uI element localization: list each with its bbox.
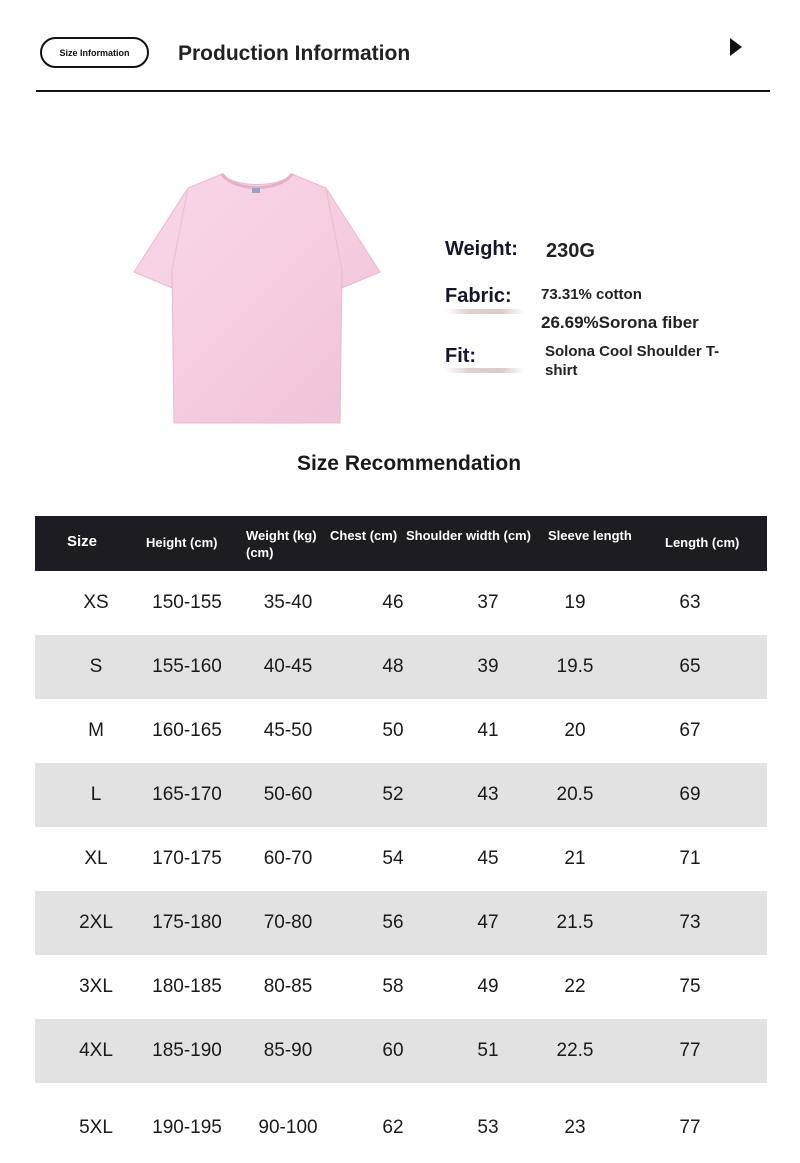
table-row	[35, 763, 767, 827]
weight-value: 230G	[546, 240, 595, 262]
fit-line2: shirt	[545, 362, 578, 379]
cell-weight: 90-100	[258, 1117, 318, 1138]
cell-size: XL	[84, 848, 108, 869]
cell-chest: 56	[382, 912, 404, 933]
table-row	[35, 635, 767, 699]
header-weight: Weight (kg)	[246, 528, 317, 543]
cell-height: 150-155	[152, 592, 222, 613]
cell-size: S	[89, 656, 103, 677]
header-size: Size	[67, 533, 98, 550]
cell-weight: 80-85	[263, 976, 313, 997]
cell-length: 77	[679, 1040, 701, 1061]
cell-size: 3XL	[79, 976, 113, 997]
header-divider	[36, 90, 770, 92]
cell-weight: 50-60	[263, 784, 313, 805]
fabric-cotton: 73.31% cotton	[541, 286, 642, 303]
table-row	[35, 827, 767, 891]
cell-sleeve: 20.5	[556, 784, 594, 805]
cell-sleeve: 21	[564, 848, 586, 869]
cell-chest: 62	[382, 1117, 404, 1138]
cell-weight: 60-70	[263, 848, 313, 869]
size-table	[35, 516, 767, 1163]
cell-chest: 52	[382, 784, 404, 805]
cell-length: 73	[679, 912, 701, 933]
t-shirt-icon	[130, 170, 384, 426]
cell-weight: 70-80	[263, 912, 313, 933]
cell-height: 165-170	[152, 784, 222, 805]
cell-shoulder: 49	[477, 976, 499, 997]
weight-label: Weight:	[445, 238, 518, 260]
cell-shoulder: 53	[477, 1117, 499, 1138]
cell-size: 4XL	[79, 1040, 113, 1061]
header-sleeve: Sleeve length	[548, 528, 632, 543]
cell-shoulder: 45	[477, 848, 499, 869]
cell-length: 75	[679, 976, 701, 997]
cell-sleeve: 19.5	[556, 656, 594, 677]
cell-sleeve: 22	[564, 976, 586, 997]
cell-length: 77	[679, 1117, 701, 1138]
cell-chest: 46	[382, 592, 404, 613]
cell-chest: 60	[382, 1040, 404, 1061]
cell-chest: 58	[382, 976, 404, 997]
cell-length: 71	[679, 848, 701, 869]
size-recommendation-title: Size Recommendation	[296, 452, 522, 475]
cell-shoulder: 51	[477, 1040, 499, 1061]
table-row	[35, 1083, 767, 1163]
page-title: Production Information	[178, 42, 411, 65]
cell-chest: 48	[382, 656, 404, 677]
cell-height: 155-160	[152, 656, 222, 677]
table-row	[35, 1019, 767, 1083]
cell-length: 63	[679, 592, 701, 613]
cell-shoulder: 39	[477, 656, 499, 677]
header-weight-unit: (cm)	[246, 545, 274, 560]
cell-size: L	[90, 784, 102, 805]
cell-height: 160-165	[152, 720, 222, 741]
cell-length: 69	[679, 784, 701, 805]
size-information-badge[interactable]: Size Information	[40, 37, 149, 68]
cell-size: 2XL	[79, 912, 113, 933]
cell-weight: 85-90	[263, 1040, 313, 1061]
header	[0, 0, 800, 95]
header-length: Length (cm)	[665, 535, 740, 550]
cell-sleeve: 20	[564, 720, 586, 741]
cell-height: 170-175	[152, 848, 222, 869]
fit-line1: Solona Cool Shoulder T-	[545, 343, 720, 360]
fit-label: Fit:	[445, 345, 477, 367]
cell-chest: 54	[382, 848, 404, 869]
cell-length: 65	[679, 656, 701, 677]
header-height: Height (cm)	[146, 535, 218, 550]
table-header	[35, 516, 767, 571]
cell-size: 5XL	[79, 1117, 113, 1138]
table-row	[35, 891, 767, 955]
cell-height: 175-180	[152, 912, 222, 933]
play-icon	[727, 36, 747, 58]
cell-chest: 50	[382, 720, 404, 741]
cell-sleeve: 22.5	[556, 1040, 594, 1061]
label-underline	[445, 368, 525, 373]
table-row	[35, 699, 767, 763]
label-underline	[445, 309, 525, 314]
header-shoulder: Shoulder width (cm)	[406, 528, 531, 543]
cell-size: XS	[83, 592, 109, 613]
cell-shoulder: 47	[477, 912, 499, 933]
table-row	[35, 571, 767, 635]
header-chest: Chest (cm)	[330, 528, 398, 543]
cell-weight: 35-40	[263, 592, 313, 613]
cell-height: 190-195	[152, 1117, 222, 1138]
cell-height: 180-185	[152, 976, 222, 997]
cell-sleeve: 23	[564, 1117, 586, 1138]
cell-size: M	[88, 720, 104, 741]
cell-shoulder: 37	[477, 592, 499, 613]
fabric-label: Fabric:	[445, 285, 512, 307]
cell-length: 67	[679, 720, 701, 741]
cell-sleeve: 21.5	[556, 912, 594, 933]
table-row	[35, 955, 767, 1019]
table-body	[35, 571, 767, 1163]
cell-weight: 45-50	[263, 720, 313, 741]
cell-shoulder: 43	[477, 784, 499, 805]
cell-height: 185-190	[152, 1040, 222, 1061]
product-specs	[440, 232, 770, 392]
cell-sleeve: 19	[564, 592, 586, 613]
cell-shoulder: 41	[477, 720, 499, 741]
fabric-sorona: 26.69%Sorona fiber	[541, 313, 699, 332]
cell-weight: 40-45	[263, 656, 313, 677]
play-button[interactable]	[712, 22, 762, 72]
